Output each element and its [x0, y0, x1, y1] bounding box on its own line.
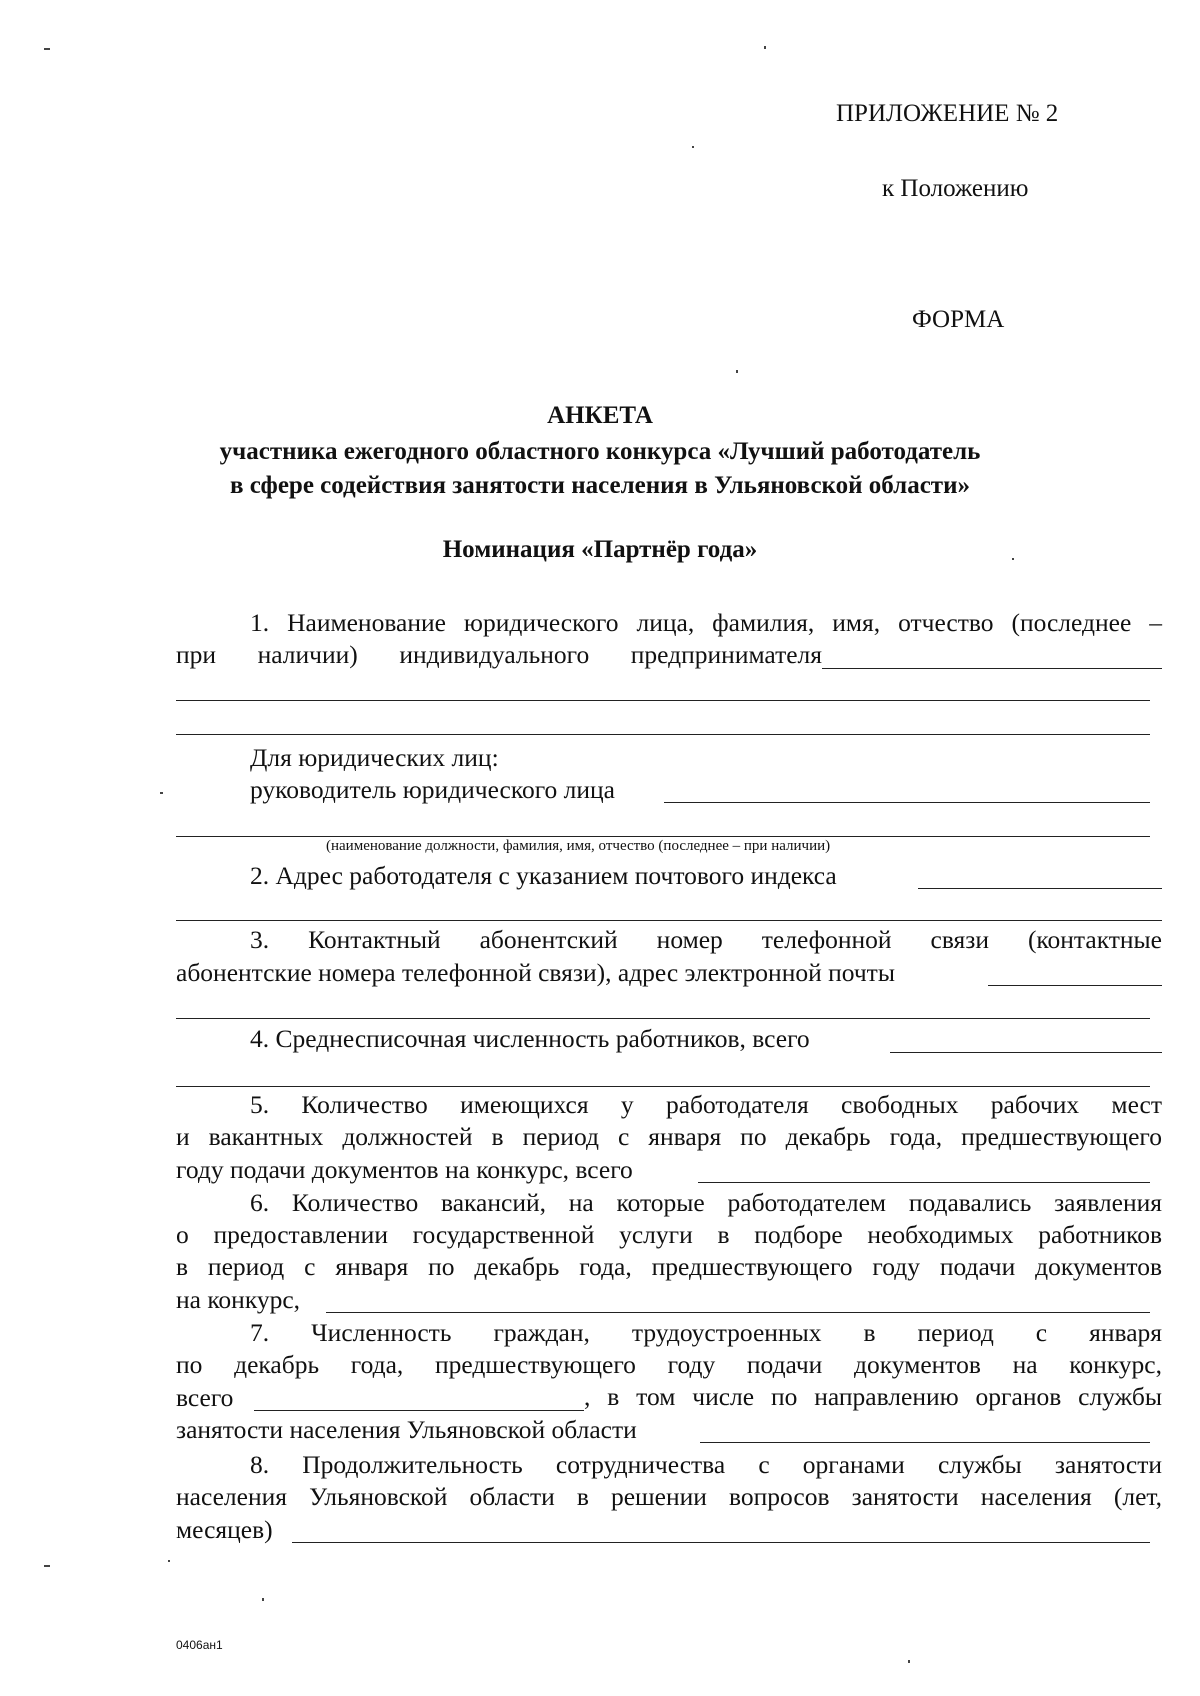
item-1-fill-line-3[interactable] [176, 734, 1150, 735]
item-7-line-2: по декабрь года, предшествующего году подачи документов на конкурс, [176, 1350, 1162, 1379]
item-8-fill-line[interactable] [292, 1542, 1150, 1543]
item-8-line-1: 8. Продолжительность сотрудничества с органами службы занятости [250, 1450, 1162, 1479]
item-4-fill-line[interactable] [890, 1052, 1162, 1053]
title-line-2: в сфере содействия занятости населения в Ульяновской области» [230, 472, 970, 499]
nomination-title: Номинация «Партнёр года» [442, 536, 758, 563]
item-7-line-3b: , в том числе по направлению органов службы [584, 1382, 1162, 1411]
scan-speck [160, 792, 163, 794]
item-7-fill-line[interactable] [700, 1442, 1150, 1443]
scan-speck [262, 1598, 264, 1601]
item-1-fill-line-2[interactable] [176, 700, 1150, 701]
item-6-line-4: на конкурс, [176, 1285, 301, 1314]
item-1-line-1: 1. Наименование юридического лица, фамилия, имя, отчество (последнее – [250, 608, 1162, 637]
item-2-fill-line-2[interactable] [176, 920, 1162, 921]
document-code: 0406ан1 [176, 1638, 223, 1652]
item-2: 2. Адрес работодателя с указанием почтового индекса [250, 861, 837, 890]
item-1-fill-line[interactable] [822, 668, 1162, 669]
item-7-line-3a: всего [176, 1383, 234, 1412]
item-5-fill-line[interactable] [698, 1182, 1150, 1183]
scan-speck [44, 48, 50, 50]
scan-speck [168, 1560, 170, 1562]
item-4-fill-line-2[interactable] [176, 1086, 1150, 1087]
item-3-fill-line-2[interactable] [176, 1018, 1150, 1019]
scan-speck [736, 370, 738, 373]
head-fill-line-2[interactable] [176, 836, 1150, 837]
head-of-entity-label: руководитель юридического лица [250, 775, 615, 804]
item-8-line-2: населения Ульяновской области в решении вопросов занятости населения (лет, [176, 1482, 1162, 1511]
scan-speck [1012, 558, 1014, 560]
item-5-line-1: 5. Количество имеющихся у работодателя свободных рабочих мест [250, 1090, 1162, 1119]
legal-entities-label: Для юридических лиц: [250, 743, 499, 772]
item-7-line-1: 7. Численность граждан, трудоустроенных в период с января [250, 1318, 1162, 1347]
scan-speck [692, 146, 694, 148]
item-7-total-fill-line[interactable] [254, 1410, 584, 1411]
document-title: АНКЕТА [547, 402, 653, 429]
item-6-line-2: о предоставлении государственной услуги в подборе необходимых работников [176, 1220, 1162, 1249]
item-2-fill-line[interactable] [918, 888, 1162, 889]
head-caption: (наименование должности, фамилия, имя, отчество (последнее – при наличии) [326, 838, 831, 854]
item-6-fill-line[interactable] [326, 1312, 1150, 1313]
item-6-line-1: 6. Количество вакансий, на которые работодателем подавались заявления [250, 1188, 1162, 1217]
item-1-line-2: при наличии) индивидуального предпринимателя [176, 640, 822, 669]
item-4: 4. Среднесписочная численность работников, всего [250, 1024, 810, 1053]
regulation-reference: к Положению [882, 175, 1029, 202]
scan-speck [908, 1660, 910, 1663]
item-6-line-3: в период с января по декабрь года, предшествующего году подачи документов [176, 1252, 1162, 1281]
item-3-fill-line[interactable] [988, 985, 1162, 986]
item-3-line-1: 3. Контактный абонентский номер телефонной связи (контактные [250, 925, 1162, 954]
item-8-line-3: месяцев) [176, 1515, 273, 1544]
item-5-line-2: и вакантных должностей в период с января по декабрь года, предшествующего [176, 1122, 1162, 1151]
item-7-line-4: занятости населения Ульяновской области [176, 1415, 637, 1444]
form-label: ФОРМА [912, 306, 1005, 333]
item-5-line-3: году подачи документов на конкурс, всего [176, 1155, 633, 1184]
head-fill-line[interactable] [664, 802, 1150, 803]
title-line-1: участника ежегодного областного конкурса «Лучший работодатель [219, 438, 981, 465]
scan-speck [764, 46, 766, 49]
scan-speck [44, 1565, 50, 1567]
appendix-number: ПРИЛОЖЕНИЕ № 2 [836, 100, 1059, 127]
item-3-line-2: абонентские номера телефонной связи), адрес электронной почты [176, 958, 895, 987]
